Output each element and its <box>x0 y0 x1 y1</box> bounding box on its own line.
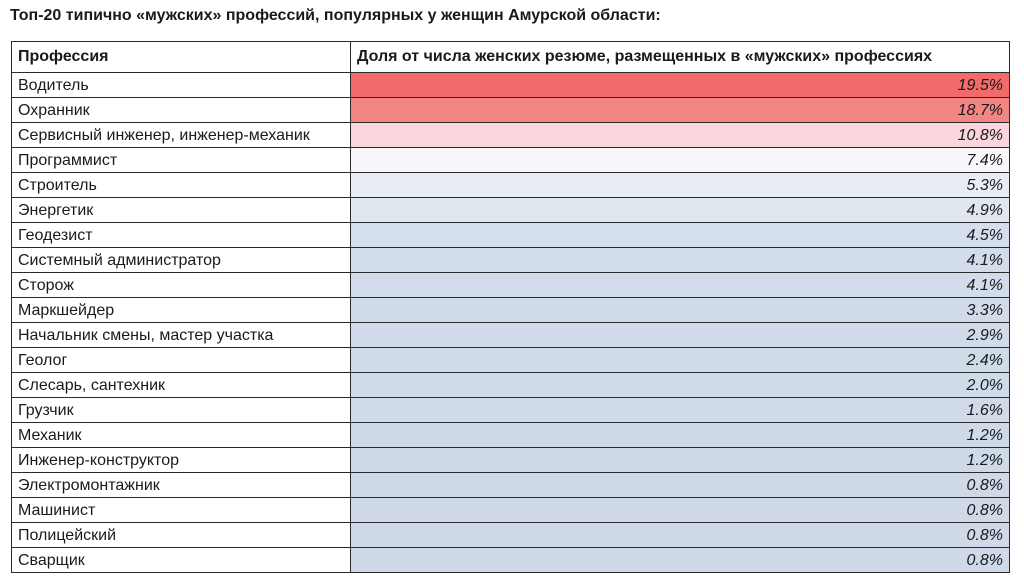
table-row <box>12 448 1010 473</box>
profession-cell: Геолог <box>12 348 351 373</box>
profession-cell: Сервисный инженер, инженер-механик <box>12 123 351 148</box>
profession-cell: Водитель <box>12 73 351 98</box>
share-cell: 0.8% <box>351 473 1010 498</box>
share-cell: 0.8% <box>351 523 1010 548</box>
share-cell: 19.5% <box>351 73 1010 98</box>
profession-cell: Инженер-конструктор <box>12 448 351 473</box>
table-row <box>12 298 1010 323</box>
table-row <box>12 148 1010 173</box>
column-header-share: Доля от числа женских резюме, размещенных в «мужских» профессиях <box>351 42 1010 73</box>
table-row <box>12 273 1010 298</box>
profession-cell: Сварщик <box>12 548 351 573</box>
profession-cell: Сторож <box>12 273 351 298</box>
profession-cell: Программист <box>12 148 351 173</box>
table-row <box>12 198 1010 223</box>
table-row <box>12 248 1010 273</box>
share-cell: 1.2% <box>351 423 1010 448</box>
share-cell: 0.8% <box>351 498 1010 523</box>
profession-cell: Слесарь, сантехник <box>12 373 351 398</box>
share-cell: 4.1% <box>351 273 1010 298</box>
share-cell: 2.4% <box>351 348 1010 373</box>
profession-cell: Машинист <box>12 498 351 523</box>
table-row <box>12 473 1010 498</box>
table-row <box>12 398 1010 423</box>
table-row <box>12 173 1010 198</box>
share-cell: 4.9% <box>351 198 1010 223</box>
share-cell: 2.9% <box>351 323 1010 348</box>
table-row <box>12 223 1010 248</box>
share-cell: 18.7% <box>351 98 1010 123</box>
share-cell: 3.3% <box>351 298 1010 323</box>
share-cell: 2.0% <box>351 373 1010 398</box>
table-row <box>12 523 1010 548</box>
table-header-row <box>12 42 1010 73</box>
table-row <box>12 123 1010 148</box>
page-title: Топ-20 типично «мужских» профессий, популярных у женщин Амурской области: <box>10 7 661 24</box>
table-row <box>12 423 1010 448</box>
share-cell: 0.8% <box>351 548 1010 573</box>
profession-cell: Охранник <box>12 98 351 123</box>
professions-table <box>11 41 1010 573</box>
table-row <box>12 73 1010 98</box>
profession-cell: Системный администратор <box>12 248 351 273</box>
profession-cell: Начальник смены, мастер участка <box>12 323 351 348</box>
table-body <box>12 73 1010 573</box>
table-row <box>12 98 1010 123</box>
table-row <box>12 373 1010 398</box>
table-row <box>12 548 1010 573</box>
column-header-profession: Профессия <box>12 42 351 73</box>
profession-cell: Маркшейдер <box>12 298 351 323</box>
profession-cell: Энергетик <box>12 198 351 223</box>
profession-cell: Грузчик <box>12 398 351 423</box>
share-cell: 1.6% <box>351 398 1010 423</box>
profession-cell: Механик <box>12 423 351 448</box>
share-cell: 4.1% <box>351 248 1010 273</box>
share-cell: 7.4% <box>351 148 1010 173</box>
share-cell: 10.8% <box>351 123 1010 148</box>
table-row <box>12 498 1010 523</box>
profession-cell: Строитель <box>12 173 351 198</box>
share-cell: 1.2% <box>351 448 1010 473</box>
profession-cell: Полицейский <box>12 523 351 548</box>
profession-cell: Электромонтажник <box>12 473 351 498</box>
table-row <box>12 323 1010 348</box>
table-row <box>12 348 1010 373</box>
profession-cell: Геодезист <box>12 223 351 248</box>
share-cell: 5.3% <box>351 173 1010 198</box>
share-cell: 4.5% <box>351 223 1010 248</box>
